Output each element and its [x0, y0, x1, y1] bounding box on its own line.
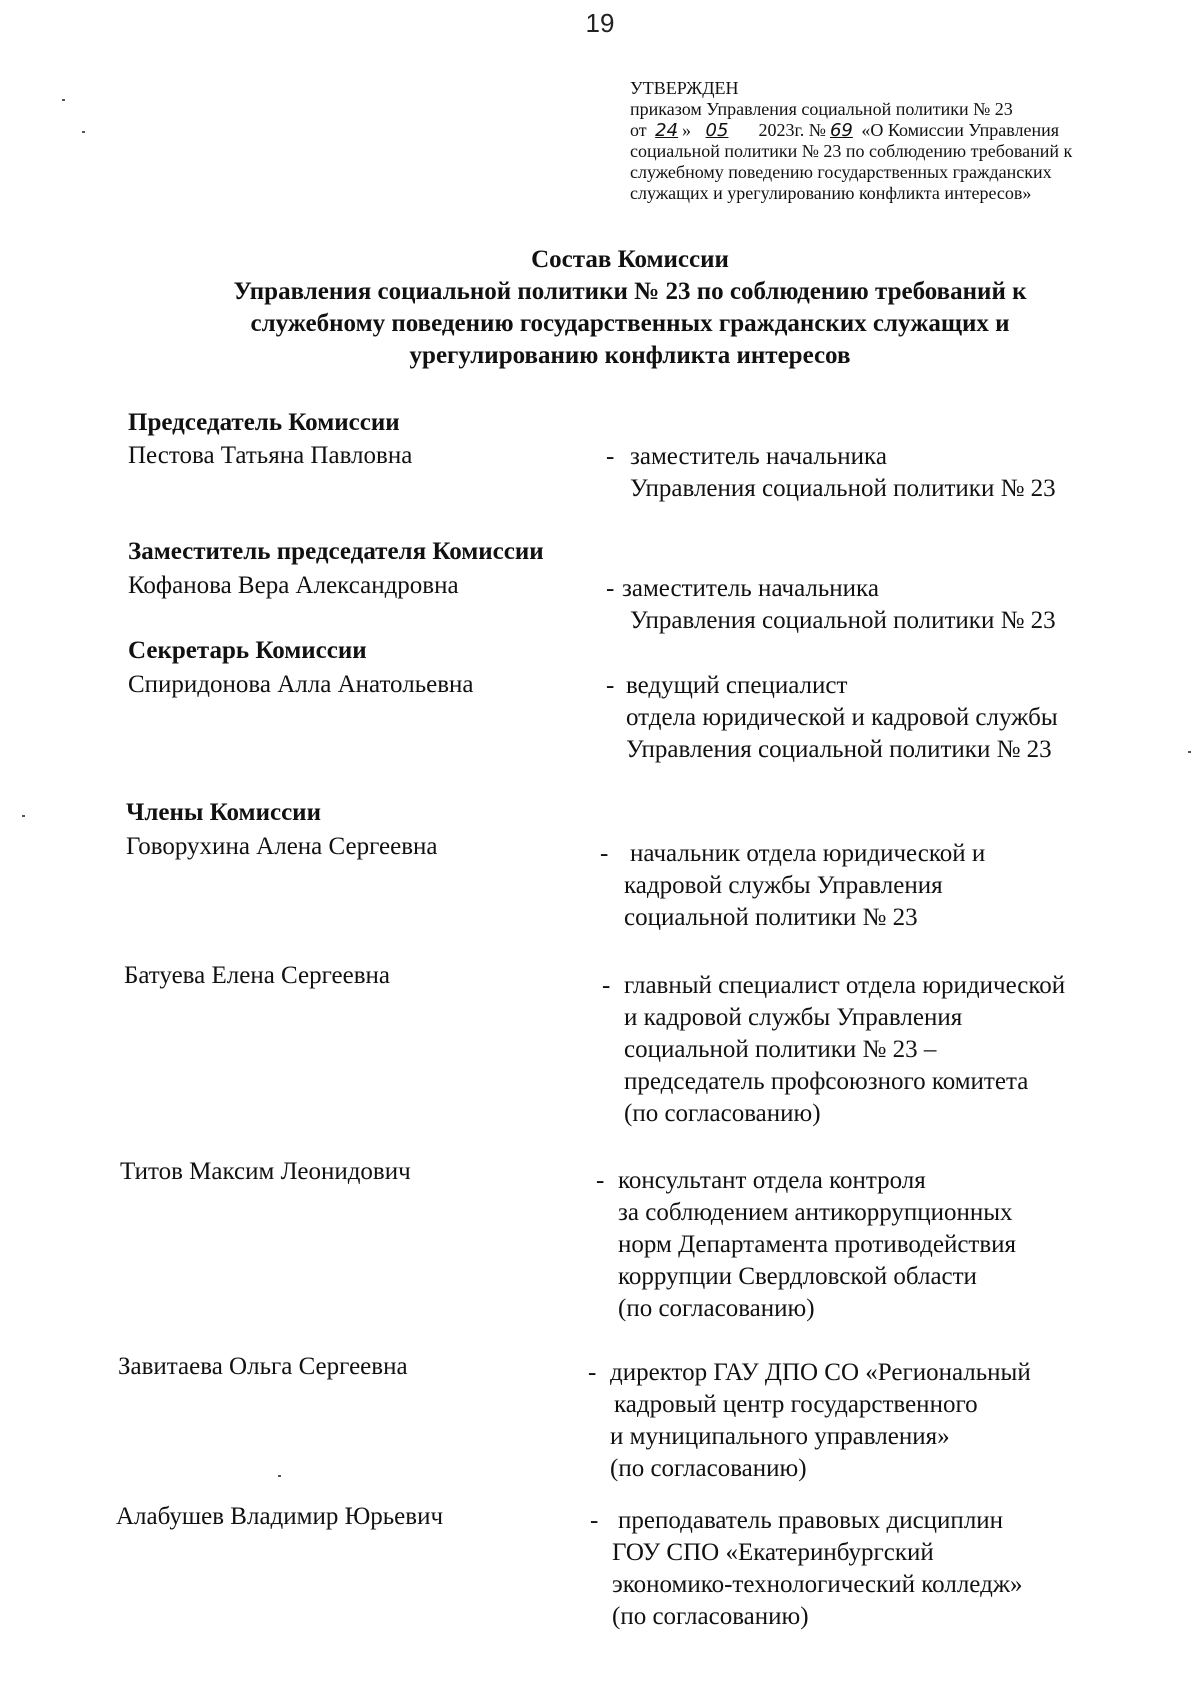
role-line: ведущий специалист — [626, 672, 848, 699]
date-year: 2023г. № — [758, 120, 826, 140]
role-line: социальной политики № 23 — [624, 904, 918, 931]
title-line: служебному поведению государственных гражданских служащих и — [250, 310, 1010, 337]
member-role — [624, 970, 1065, 1130]
member-name: Пестова Татьяна Павловна — [128, 442, 413, 469]
scan-speck — [1188, 751, 1191, 753]
scan-speck — [22, 815, 25, 817]
section-deputy: Заместитель председателя Комиссии — [128, 538, 544, 565]
dash: - — [590, 1507, 599, 1534]
date-separator: » — [682, 120, 692, 140]
role-line: кадровый центр государственного — [614, 1391, 978, 1418]
approval-stamp — [630, 78, 1150, 204]
dash: - — [606, 443, 615, 470]
title-line: Управления социальной политики № 23 по соблюдению требований к — [233, 278, 1027, 305]
approval-line: приказом Управления социальной политики № 23 — [630, 99, 1013, 119]
role-line: коррупции Свердловской области — [618, 1263, 977, 1290]
role-line: Управления социальной политики № 23 — [630, 475, 1056, 502]
role-line: норм Департамента противодействия — [618, 1231, 1017, 1258]
page-number: 19 — [585, 8, 615, 38]
member-name: Титов Максим Леонидович — [120, 1158, 411, 1185]
approval-date-line — [630, 120, 1150, 141]
member-role — [626, 670, 1058, 766]
approval-heading: УТВЕРЖДЕН — [630, 78, 739, 98]
dash: - — [596, 1167, 605, 1194]
role-line: (по согласованию) — [610, 1455, 807, 1482]
member-name: Спиридонова Алла Анатольевна — [128, 671, 474, 698]
member-name: Батуева Елена Сергеевна — [124, 962, 391, 989]
role-line: (по согласованию) — [624, 1100, 821, 1127]
member-role — [622, 573, 1056, 637]
role-line: (по согласованию) — [618, 1295, 815, 1322]
role-line: начальник отдела юридической и — [630, 840, 986, 867]
scan-speck — [278, 1475, 281, 1477]
role-line: и кадровой службы Управления — [624, 1004, 963, 1031]
role-line: ГОУ СПО «Екатеринбургский — [612, 1539, 934, 1566]
role-line: заместитель начальника — [622, 575, 879, 602]
title-line: Состав Комиссии — [531, 246, 729, 273]
role-line: главный специалист отдела юридической — [624, 972, 1066, 999]
role-line: экономико-технологический колледж» — [612, 1571, 1023, 1598]
role-line: за соблюдением антикоррупционных — [618, 1199, 1013, 1226]
role-line: заместитель начальника — [630, 443, 887, 470]
member-name: Завитаева Ольга Сергеевна — [118, 1353, 408, 1380]
role-line: директор ГАУ ДПО СО «Региональный — [610, 1359, 1031, 1386]
role-line: преподаватель правовых дисциплин — [618, 1507, 1004, 1534]
approval-line: социальной политики № 23 по соблюдению требований к — [630, 141, 1073, 161]
role-line: и муниципального управления» — [610, 1423, 950, 1450]
section-chair: Председатель Комиссии — [128, 409, 400, 436]
member-role — [624, 838, 985, 934]
member-role — [610, 1357, 1031, 1485]
role-line: (по согласованию) — [612, 1603, 809, 1630]
title-line: урегулированию конфликта интересов — [409, 342, 851, 369]
handwritten-day: 24 — [655, 120, 679, 141]
member-role — [612, 1505, 1023, 1633]
handwritten-order-number: 69 — [829, 120, 853, 141]
member-name: Алабушев Владимир Юрьевич — [116, 1503, 444, 1530]
role-line: отдела юридической и кадровой службы — [626, 704, 1058, 731]
dash: - — [606, 575, 615, 602]
approval-line: служащих и урегулированию конфликта интересов» — [630, 183, 1032, 203]
member-name: Говорухина Алена Сергеевна — [126, 833, 438, 860]
scan-speck — [62, 99, 65, 101]
section-secretary: Секретарь Комиссии — [128, 637, 367, 664]
date-prefix: от — [630, 120, 647, 140]
handwritten-month: 05 — [705, 120, 729, 141]
section-members: Члены Комиссии — [126, 799, 321, 826]
role-line: социальной политики № 23 – — [624, 1036, 937, 1063]
order-title-start: «О Комиссии Управления — [861, 120, 1059, 140]
role-line: консультант отдела контроля — [618, 1167, 926, 1194]
dash: - — [600, 840, 609, 867]
dash: - — [606, 672, 615, 699]
member-role — [618, 1165, 1016, 1325]
role-line: председатель профсоюзного комитета — [624, 1068, 1029, 1095]
dash: - — [602, 972, 611, 999]
approval-line: служебному поведению государственных гражданских — [630, 162, 1052, 182]
role-line: Управления социальной политики № 23 — [626, 736, 1052, 763]
role-line: кадровой службы Управления — [624, 872, 943, 899]
member-role — [630, 441, 1056, 505]
document-title — [100, 244, 1160, 372]
dash: - — [588, 1359, 597, 1386]
role-line: Управления социальной политики № 23 — [630, 607, 1056, 634]
scan-speck — [82, 131, 85, 133]
member-name: Кофанова Вера Александровна — [128, 572, 459, 599]
